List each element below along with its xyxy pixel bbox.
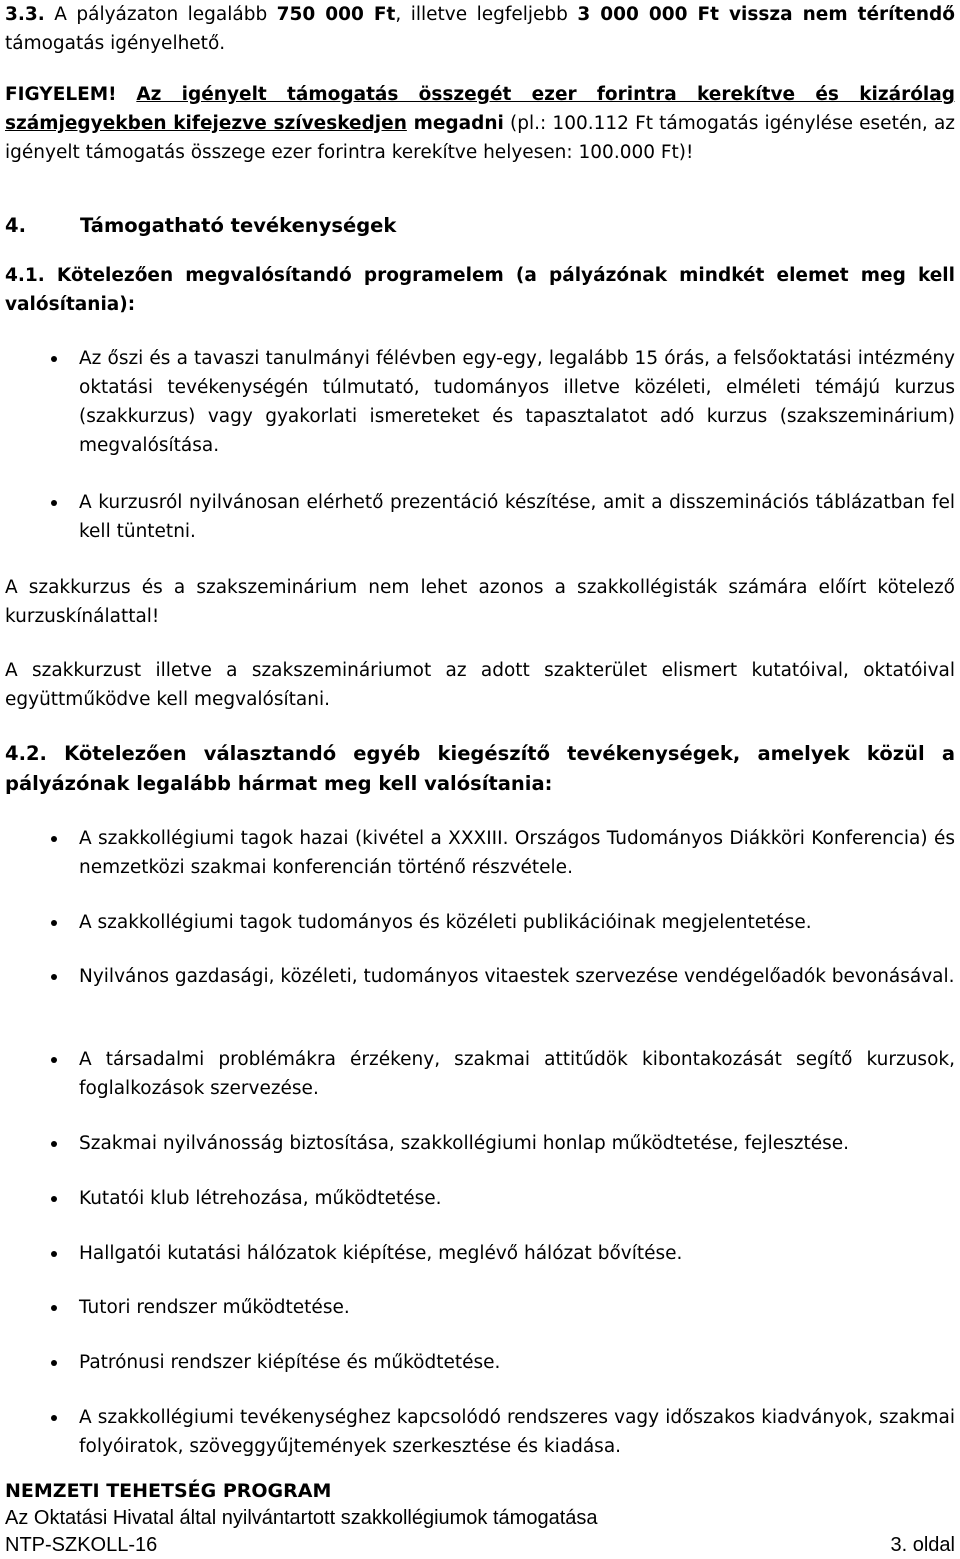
text-segment: A pályázaton legalább <box>44 4 277 25</box>
warning-underlined-text: Az igényelt támogatás összegét ezer forintra kerekítve és kizárólag számjegyekben kifejezve szíveskedjen <box>5 84 955 134</box>
min-amount: 750 000 Ft <box>276 4 396 25</box>
list-item-text: Kutatói klub létrehozása, működtetése. <box>79 1188 442 1209</box>
warning-label: FIGYELEM! <box>5 84 117 105</box>
page-footer <box>5 1478 955 1559</box>
footer-subtitle: Az Oktatási Hivatal által nyilvántartott szakkollégiumok támogatása <box>5 1507 598 1529</box>
footer-code: NTP-SZKOLL-16 <box>5 1534 158 1556</box>
bullet-icon <box>51 1305 57 1311</box>
bullet-icon <box>51 500 57 506</box>
list-item-text: Hallgatói kutatási hálózatok kiépítése, meglévő hálózat bővítése. <box>79 1243 683 1264</box>
list-item-text: A szakkollégiumi tagok tudományos és közéleti publikációinak megjelentetése. <box>79 912 812 933</box>
list-item-text: Tutori rendszer működtetése. <box>79 1297 350 1318</box>
warning-paragraph <box>5 80 955 167</box>
section-3-3-paragraph <box>5 0 955 58</box>
bullet-icon <box>51 974 57 980</box>
section-number: 4. <box>5 214 26 237</box>
warning-bold-text: megadni <box>406 113 504 134</box>
paragraph: A szakkurzus és a szakszeminárium nem lehet azonos a szakkollégisták számára előírt kötelező kurzuskínálattal! <box>5 577 955 627</box>
max-amount: 3 000 000 Ft vissza nem térítendő <box>577 4 955 25</box>
list-item-text: A szakkollégiumi tagok hazai (kivétel a XXXIII. Országos Tudományos Diákköri Konferencia) és nemzetközi szakmai konferencián történő részvétele. <box>79 828 955 878</box>
list-item-text: A szakkollégiumi tevékenységhez kapcsolódó rendszeres vagy időszakos kiadványok, szakmai folyóiratok, szöveggyűjtemények szerkesztése és kiadása. <box>79 1407 955 1457</box>
bullet-icon <box>51 1251 57 1257</box>
bullet-icon <box>51 1196 57 1202</box>
bullet-icon <box>51 836 57 842</box>
text-segment: , illetve legfeljebb <box>395 4 578 25</box>
footer-row <box>5 1532 955 1559</box>
bullet-icon <box>51 1415 57 1421</box>
text-segment: támogatás igényelhető. <box>5 33 226 54</box>
paragraph: A szakkurzust illetve a szakszemináriumot az adott szakterület elismert kutatóival, oktatóival együttműködve kell megvalósítani. <box>5 660 955 710</box>
footer-program-name: NEMZETI TEHETSÉG PROGRAM <box>5 1480 332 1502</box>
list-item-text: Patrónusi rendszer kiépítése és működtetése. <box>79 1352 501 1373</box>
bullet-icon <box>51 1360 57 1366</box>
section-number: 3.3. <box>5 4 45 25</box>
list-item-text: A társadalmi problémákra érzékeny, szakmai attitűdök kibontakozását segítő kurzusok, foglalkozások szervezése. <box>79 1049 955 1099</box>
section-4-heading <box>5 211 396 241</box>
bullet-icon <box>51 1057 57 1063</box>
bullet-icon <box>51 1141 57 1147</box>
list-item-text: A kurzusról nyilvánosan elérhető prezentáció készítése, amit a disszeminációs táblázatban fel kell tüntetni. <box>79 492 955 542</box>
text-segment <box>117 84 137 105</box>
warning-example-text: (pl.: 100.112 Ft támogatás igénylése esetén, az igényelt támogatás összege ezer forintra kerekítve helyesen: 100.000 Ft)! <box>5 113 956 163</box>
bullet-icon <box>51 920 57 926</box>
list-item-text: Szakmai nyilvánosság biztosítása, szakkollégiumi honlap működtetése, fejlesztése. <box>79 1133 849 1154</box>
bullet-icon <box>51 356 57 362</box>
section-4-1-heading: 4.1. Kötelezően megvalósítandó programelem (a pályázónak mindkét elemet meg kell valósítania): <box>5 265 955 315</box>
page-number: 3. oldal <box>890 1534 955 1556</box>
list-item-text: Az őszi és a tavaszi tanulmányi félévben egy-egy, legalább 15 órás, a felsőoktatási intézmény oktatási tevékenységén túlmutató, tudományos illetve közéleti, elméleti témájú kurzus (szakkurzus) vagy gyakorlati ismereteket és tapasztalatot adó kurzus (szakszeminárium) megvalósítása. <box>79 348 955 456</box>
section-4-2-heading: 4.2. Kötelezően választandó egyéb kiegészítő tevékenységek, amelyek közül a pályázónak legalább hármat meg kell valósítania: <box>5 742 955 795</box>
section-title: Támogatható tevékenységek <box>80 214 397 237</box>
list-item-text: Nyilvános gazdasági, közéleti, tudományos vitaestek szervezése vendégelőadók bevonásával. <box>79 966 955 987</box>
